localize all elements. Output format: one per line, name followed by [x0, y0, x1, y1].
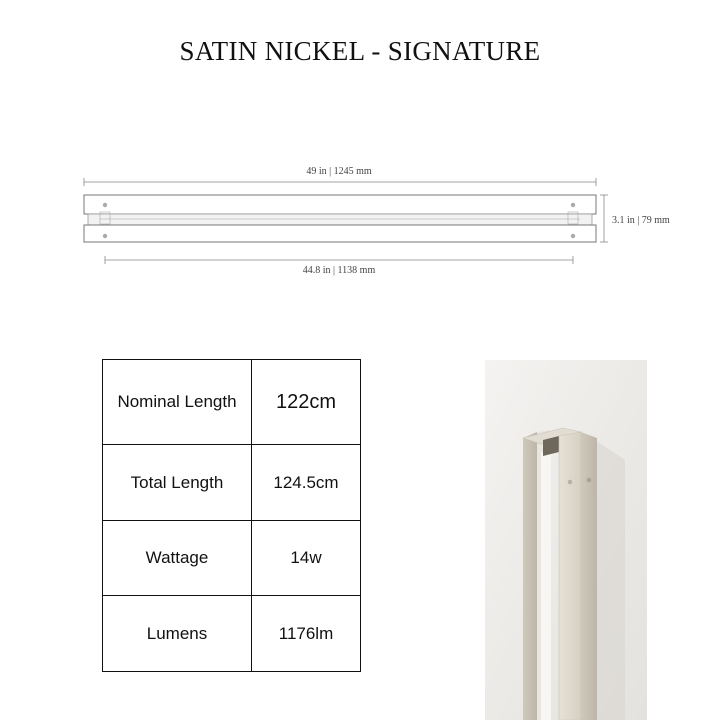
spec-label: Wattage — [103, 520, 252, 596]
table-row — [103, 445, 361, 521]
spec-value: 124.5cm — [252, 445, 361, 521]
mount-width-label: 44.8 in | 1138 mm — [302, 265, 376, 276]
spec-table — [102, 359, 361, 672]
spec-value: 122cm — [252, 360, 361, 445]
screw-icon — [571, 203, 575, 207]
table-row — [103, 596, 361, 672]
overall-width-label: 49 in | 1245 mm — [306, 166, 372, 177]
screw-icon — [571, 234, 575, 238]
table-row — [103, 360, 361, 445]
spec-label: Nominal Length — [103, 360, 252, 445]
height-label: 3.1 in | 79 mm — [612, 215, 670, 226]
spec-label: Lumens — [103, 596, 252, 672]
spec-value: 1176lm — [252, 596, 361, 672]
fixture-light-channel — [88, 214, 592, 225]
table-row — [103, 520, 361, 596]
screw-icon — [103, 234, 107, 238]
spec-value: 14w — [252, 520, 361, 596]
screw-icon — [587, 478, 592, 483]
dimension-drawing — [0, 150, 720, 290]
page-title: SATIN NICKEL - SIGNATURE — [179, 36, 541, 66]
product-photo — [485, 360, 647, 720]
screw-icon — [568, 480, 573, 485]
screw-icon — [103, 203, 107, 207]
fixture-bottom-bar — [84, 225, 596, 242]
fixture-top-bar — [84, 195, 596, 214]
spec-label: Total Length — [103, 445, 252, 521]
